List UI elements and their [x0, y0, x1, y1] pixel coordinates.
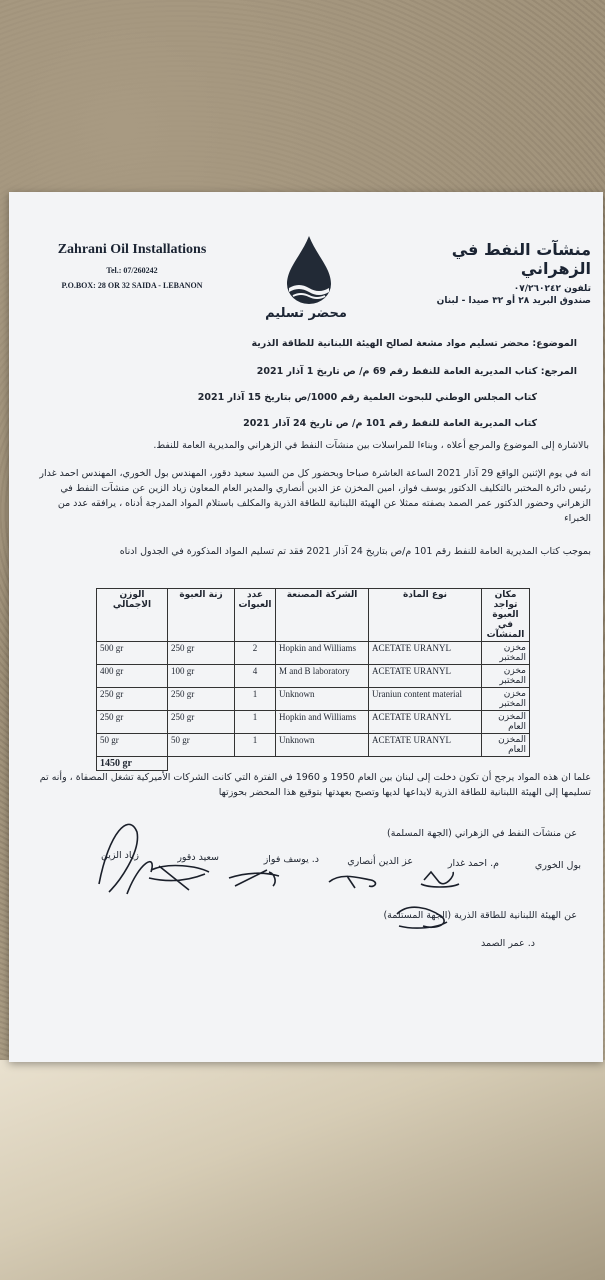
- paragraph-delivery: بموجب كتاب المديرية العامة للنفط رقم 101 م/ص بتاريخ 24 آذار 2021 فقد تم تسليم المواد المذكورة في الجدول ادناه: [119, 546, 591, 557]
- row-manufacturer: Hopkin and Williams: [276, 711, 369, 734]
- row-location: مخزن المختبر: [482, 642, 530, 665]
- total-row: [97, 757, 530, 771]
- row-count: 1: [235, 711, 276, 734]
- signatory-5: سعيد دقور: [177, 852, 219, 863]
- signatory-2: م. احمد غدار: [447, 858, 499, 869]
- letterhead-arabic: [401, 240, 591, 306]
- subject-line: الموضوع: محضر تسليم مواد مشعة لصالح الهيئة اللبنانية للطاقة الذرية: [251, 338, 577, 349]
- paragraph-attendance: انه في يوم الإثنين الواقع 29 آذار 2021 الساعة العاشرة صباحا وبحضور كل من السيد سعيد دقور، المهندس بول الخوري، المهندس احمد غدار رئيس دائرة المختبر بالتكليف الدكتور يوسف فواز، امين المخزن عز الدين أنصاري والمدير العام المعاون زياد الزين عن منشآت النفط في الزهراني وحضور الدكتور عمر الصمد بصفته ممثلا عن الهيئة اللبنانية للطاقة الذرية والمكلف باستلام المواد المدرجة أدناه ، يرافقه عدد من الخبراء: [39, 468, 591, 524]
- row-material: ACETATE URANYL: [369, 642, 482, 665]
- row-material: ACETATE URANYL: [369, 711, 482, 734]
- reference-1: المرجع: كتاب المديرية العامة للنفط رقم 69 م/ ص تاريخ 1 آذار 2021: [256, 366, 577, 377]
- row-material: Uraniun content material: [369, 688, 482, 711]
- header-count: عدد العبوات: [235, 589, 276, 642]
- signatures-icon: [79, 792, 599, 972]
- row-total-weight: 500 gr: [97, 642, 168, 665]
- reference-3: كتاب المديرية العامة للنفط رقم 101 م/ ص تاريخ 24 آذار 2021: [243, 418, 537, 429]
- signatory-3: عز الدين أنصاري: [347, 856, 413, 867]
- row-material: ACETATE URANYL: [369, 665, 482, 688]
- table-row: [97, 711, 530, 734]
- header-unit-weight: زنة العبوة: [168, 589, 235, 642]
- row-unit-weight: 50 gr: [168, 734, 235, 757]
- row-count: 2: [235, 642, 276, 665]
- row-unit-weight: 250 gr: [168, 688, 235, 711]
- row-manufacturer: Hopkin and Williams: [276, 642, 369, 665]
- paragraph-note: علما ان هذه المواد يرجح أن تكون دخلت إلى لبنان بين العام 1950 و 1960 في الفترة التي كانت الشركات الأميركية تشغل المصفاة ، وأنه تم تسليمها إلى الهيئة اللبنانية للطاقة الذرية لايداعها لديها وتصبح بعهدتها بتوقيع هذا المحضر بحوزتها: [39, 772, 591, 798]
- row-manufacturer: Unknown: [276, 734, 369, 757]
- table-row: [97, 688, 530, 711]
- receiving-party: عن الهيئة اللبنانية للطاقة الذرية (الجهة المستلمة): [383, 910, 577, 921]
- document-page: [9, 192, 603, 1062]
- materials-table: [96, 588, 530, 771]
- delivering-party: عن منشآت النفط في الزهراني (الجهة المسلمة): [387, 828, 577, 839]
- table-row: [97, 734, 530, 757]
- row-manufacturer: Unknown: [276, 688, 369, 711]
- row-count: 1: [235, 734, 276, 757]
- row-count: 1: [235, 688, 276, 711]
- row-manufacturer: M and B laboratory: [276, 665, 369, 688]
- row-total-weight: 50 gr: [97, 734, 168, 757]
- signatory-6: زياد الزين: [100, 850, 139, 861]
- row-unit-weight: 250 gr: [168, 642, 235, 665]
- document-title: محضر تسليم: [265, 306, 347, 321]
- table-row: [97, 642, 530, 665]
- row-location: مخزن المختبر: [482, 665, 530, 688]
- grand-total: 1450 gr: [97, 757, 168, 771]
- paragraph-intro: بالاشارة إلى الموضوع والمرجع أعلاه ، وبناءا للمراسلات بين منشآت النفط في الزهراني والمديرية العامة للنفط.: [153, 440, 589, 451]
- row-unit-weight: 100 gr: [168, 665, 235, 688]
- company-name-en: Zahrani Oil Installations: [57, 242, 207, 257]
- pobox-ar: صندوق البريد ٢٨ أو ٣٢ صيدا - لبنان: [436, 296, 591, 306]
- floor-background: [0, 1060, 605, 1280]
- signatory-4: د. يوسف فواز: [263, 854, 319, 865]
- header-manufacturer: الشركة المصنعة: [276, 589, 369, 642]
- company-name-ar: منشآت النفط في الزهراني: [451, 240, 591, 278]
- row-total-weight: 250 gr: [97, 711, 168, 734]
- signatory-7: د. عمر الصمد: [481, 938, 535, 949]
- header-total-weight: الوزن الاجمالي: [97, 589, 168, 642]
- row-unit-weight: 250 gr: [168, 711, 235, 734]
- row-location: المخزن العام: [482, 711, 530, 734]
- row-total-weight: 400 gr: [97, 665, 168, 688]
- signatory-1: بول الخوري: [534, 860, 581, 871]
- row-location: مخزن المختبر: [482, 688, 530, 711]
- row-count: 4: [235, 665, 276, 688]
- row-total-weight: 250 gr: [97, 688, 168, 711]
- table-header-row: [97, 589, 530, 642]
- table-row: [97, 665, 530, 688]
- header-location: مكان تواجد العبوة في المنشآت: [482, 589, 530, 642]
- telephone-ar: تلفون ٠٧/٢٦٠٢٤٢: [513, 284, 591, 294]
- row-material: ACETATE URANYL: [369, 734, 482, 757]
- header-material: نوع المادة: [369, 589, 482, 642]
- reference-2: كتاب المجلس الوطني للبحوث العلمية رقم 1000/ص بتاريخ 15 آذار 2021: [197, 392, 537, 403]
- row-location: المخزن العام: [482, 734, 530, 757]
- telephone-en: Tel.: 07/260242: [106, 266, 158, 275]
- pobox-en: P.O.BOX: 28 OR 32 SAIDA - LEBANON: [61, 281, 203, 290]
- letterhead-english: [47, 242, 217, 290]
- oil-drop-logo-icon: [279, 234, 339, 306]
